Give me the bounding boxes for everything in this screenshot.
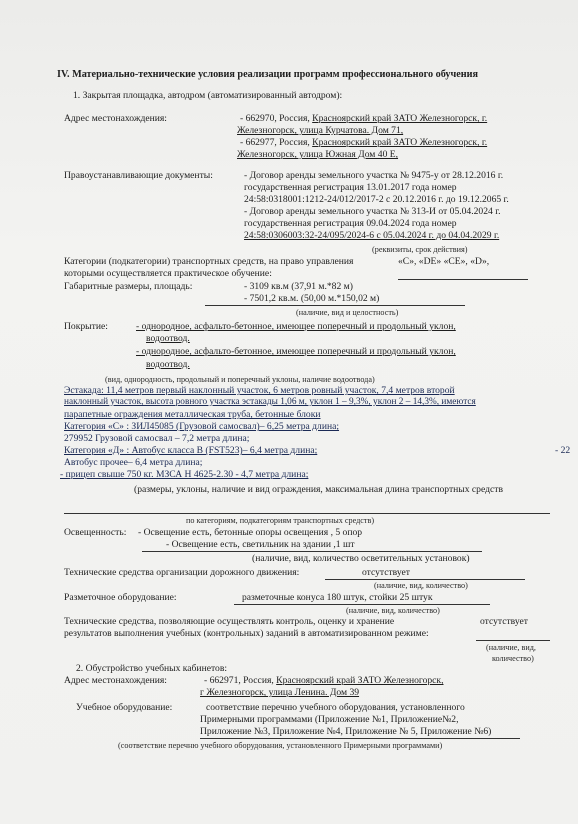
control-caption-2: количество) (492, 654, 534, 663)
control-value: отсутствует (480, 616, 528, 627)
size-line-1: - 3109 кв.м (37,91 м.*82 м) (244, 281, 353, 292)
rights-line-1: - Договор аренды земельного участка № 9475-у от 28.12.2016 г. (244, 170, 504, 181)
overpass-line-7: Автобус прочее– 6,4 метра длина; (64, 457, 203, 468)
s2-address-line-1: - 662971, Россия, Красноярский край ЗАТО Железногорск, (204, 675, 444, 686)
categories-underline (398, 279, 528, 280)
rights-label: Правоустанавливающие документы: (64, 170, 213, 181)
equipment-label: Учебное оборудование: (76, 702, 173, 713)
size-caption: (наличие, вид и целостность) (296, 308, 399, 317)
cover-line-1: - однородное, асфальто-бетонное, имеющее поперечный и продольный уклон, (136, 321, 456, 332)
cover-label: Покрытие: (64, 321, 108, 332)
control-underline (476, 640, 550, 641)
categories-line-2: которыми осуществляется практическое обучение: (64, 268, 272, 279)
categories-line-1: Категории (подкатегории) транспортных средств, на право управления (64, 256, 354, 267)
size-label: Габаритные размеры, площадь: (64, 281, 193, 292)
overpass-line-5: 279952 Грузовой самосвал – 7,2 метра длина; (64, 433, 250, 444)
traffic-label: Технические средства организации дорожного движения: (64, 567, 300, 578)
overpass-caption-2: по категориям, подкатегориям транспортных средств) (186, 516, 375, 525)
overpass-line-6: Категория «Д» : Автобус класса В (FST523)– 6,4 метра длина; (64, 445, 318, 456)
overpass-line-4: Категория «С» : ЗИЛ45085 (Грузовой самосвал)– 6,25 метра длина; (64, 421, 340, 432)
address-line-4: Железногорск, улица Южная Дом 40 Е, (237, 149, 399, 160)
overpass-line-1: Эстакада: 11,4 метров первый наклонный участок, 6 метров ровный участок, 7,4 метров второй (64, 385, 455, 396)
equipment-line-2: Примерными программами (Приложение №1, Приложение№2, (200, 714, 459, 725)
rights-line-4: - Договор аренды земельного участка № 313-И от 05.04.2024 г. (244, 206, 501, 217)
cover-line-2: водоотвод. (146, 333, 190, 344)
marking-label: Разметочное оборудование: (64, 592, 177, 603)
overpass-line-3: парапетные ограждения металлическая труба, бетонные блоки (64, 409, 321, 420)
light-line-2: - Освещение есть, светильник на здании ,1 шт (166, 539, 355, 550)
light-underline (142, 551, 482, 552)
control-line-1: Технические средства, позволяющие осуществлять контроль, оценку и хранение (64, 616, 395, 627)
overpass-cut-text: - 22 (555, 445, 571, 456)
rights-line-3: 24:58:0318001:1212-24/012/2017-2 с 20.12.2016 г. до 19.12.2065 г. (244, 194, 509, 205)
light-caption: (наличие, вид, количество осветительных установок) (252, 553, 470, 564)
address-line-1: - 662970, Россия, Красноярский край ЗАТО Железногорск, г. (240, 113, 488, 124)
rights-caption: (реквизиты, срок действия) (372, 245, 468, 254)
rights-line-5: государственная регистрация 09.04.2024 года номер (244, 218, 457, 229)
categories-value: «С», «DE» «CE», «D», (398, 256, 490, 267)
equipment-line-1: соответствие перечню учебного оборудования, установленного (206, 702, 465, 713)
equipment-line-3: Приложение №3, Приложение №4, Приложение № 5, Приложение №6) (200, 726, 492, 737)
control-caption-1: (наличие, вид, (486, 643, 536, 652)
marking-caption: (наличие, вид, количество) (346, 606, 440, 615)
size-underline (205, 305, 465, 306)
size-line-2: - 7501,2 кв.м. (50,00 м.*150,02 м) (244, 293, 380, 304)
control-line-2: результатов выполнения учебных (контрольных) заданий в автоматизированном режиме: (64, 628, 429, 639)
light-label: Освещенность: (64, 527, 127, 538)
rights-line-6: 24:58:0306003:32-24/095/2024-6 с 05.04.2024 г. до 04.04.2029 г. (244, 230, 500, 241)
address-line-2: Железногорск, улица Курчатова. Дом 71, (237, 125, 404, 136)
traffic-caption: (наличие, вид, количество) (374, 581, 468, 590)
marking-value: разметочные конуса 180 штук, стойки 25 штук (242, 592, 433, 603)
cover-line-3: - однородное, асфальто-бетонное, имеющее поперечный и продольный уклон, (136, 346, 456, 357)
s2-address-label: Адрес местонахождения: (64, 675, 167, 686)
equipment-underline (200, 738, 520, 739)
section-heading: IV. Материально-технические условия реализации программ профессионального обучения (57, 69, 479, 80)
s2-address-line-2: г Железногорск, улица Ленина. Дом 39 (200, 687, 360, 698)
cover-line-4: водоотвод. (146, 359, 190, 370)
traffic-value: отсутствует (362, 567, 410, 578)
overpass-underline (64, 513, 550, 514)
cover-caption: (вид, однородность, продольный и поперечный уклоны, наличие водоотвода) (105, 375, 375, 384)
overpass-line-8: - прицеп свыше 750 кг. МЗСА Н 4625-2.30 - 4,7 метра длина; (60, 469, 309, 480)
equipment-caption: (соответствие перечню учебного оборудования, установленного Примерными программами) (118, 741, 443, 750)
section-2-title: 2. Обустройство учебных кабинетов: (76, 663, 228, 674)
rights-line-2: государственная регистрация 13.01.2017 года номер (244, 182, 457, 193)
address-line-3: - 662977, Россия, Красноярский край ЗАТО Железногорск, г. (240, 137, 488, 148)
light-line-1: - Освещение есть, бетонные опоры освещения , 5 опор (138, 527, 363, 538)
overpass-caption-1: (размеры, уклоны, наличие и вид ограждения, максимальная длина транспортных средств (134, 484, 503, 495)
address-label: Адрес местонахождения: (64, 113, 167, 124)
overpass-line-2: наклонный участок, высота ровного участка эстакады 1,06 м, уклон 1 – 9,3%, уклон 2 – 14,3%, имеются (64, 397, 476, 407)
section-1-title: 1. Закрытая площадка, автодром (автоматизированный автодром): (73, 90, 343, 101)
